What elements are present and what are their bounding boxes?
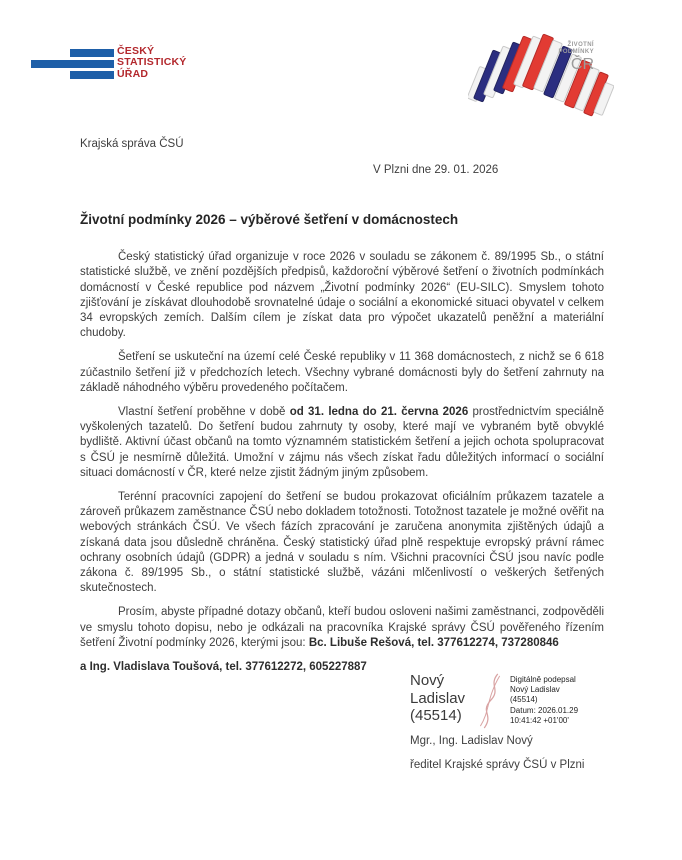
paragraph-3-text: Vlastní šetření proběhne v době bbox=[118, 405, 290, 418]
office-name: Krajská správa ČSÚ bbox=[80, 138, 184, 150]
csu-logo-line1: ČESKÝ bbox=[117, 45, 155, 57]
zp-caption-cr: ČR bbox=[570, 56, 594, 73]
stamp-detail-line3: (45514) bbox=[510, 695, 538, 705]
signer-role: ředitel Krajské správy ČSÚ v Plzni bbox=[410, 759, 585, 771]
paragraph-1 bbox=[80, 250, 604, 342]
paragraph-3-dates-bold: od 31. ledna do 21. června 2026 bbox=[289, 405, 469, 418]
paragraph-2-text: Šetření se uskuteční na území celé České republiky v 11 368 domácnostech, z nichž se 6 618 zúčastnilo šetření již v předchozích letech. Všechny vybrané domácnosti byly do šetření zahrnuty na základě náhodného výběru provedeného počítačem. bbox=[80, 351, 604, 394]
paragraph-4-text: Terénní pracovníci zapojení do šetření se budou prokazovat oficiálním průkazem tazatele a zároveň průkazem zaměstnance ČSÚ nebo dokladem totožnosti. Totožnost tazatele je možné ověřit na webových stránkách ČSÚ. Ve všech fázích zpracování je zaručena anonymita zjištěných údajů a získaná data jsou důsledně chráněna. Český statistický úřad plně respektuje evropský právní rámec ochrany osobních údajů (GDPR) a jedná v souladu s ním. Všichni pracovníci ČSÚ jsou navíc podle zákona č. 89/1995 Sb., o státní statistické službě, vázáni mlčenlivostí o veškerých šetřených skutečnostech. bbox=[80, 490, 604, 595]
letter-body bbox=[80, 250, 604, 683]
stamp-name-line1: Nový bbox=[410, 672, 445, 689]
csu-logo-line3: ÚŘAD bbox=[117, 67, 149, 80]
stamp-name-line3: (45514) bbox=[410, 707, 462, 724]
csu-logo-bar bbox=[70, 71, 114, 79]
stamp-detail-line5: 10:41:42 +01'00' bbox=[510, 715, 569, 725]
date-line: V Plzni dne 29. 01. 2026 bbox=[373, 164, 499, 176]
paragraph-4 bbox=[80, 490, 604, 597]
stamp-detail-line2: Nový Ladislav bbox=[510, 685, 560, 695]
stamp-detail-line4: Datum: 2026.01.29 bbox=[510, 705, 579, 715]
paragraph-5-text: Prosím, abyste případné dotazy občanů, kteří budou osloveni našimi zaměstnanci, zodpověděli ve smyslu tohoto dopisu, nebo je odkázali na pracovníka Krajské správy ČSÚ pověřeného řízením šetření Životní podmínky 2026, kterými jsou: bbox=[80, 606, 604, 649]
paragraph-3 bbox=[80, 405, 604, 481]
letter-title: Životní podmínky 2026 – výběrové šetření v domácnostech bbox=[80, 212, 459, 227]
signature-stamp-details bbox=[510, 672, 578, 726]
stamp-name-line2: Ladislav bbox=[410, 689, 466, 707]
stamp-detail-line1: Digitálně podepsal bbox=[510, 675, 576, 684]
signature-ribbon-icon bbox=[476, 672, 506, 730]
signer-name: Mgr., Ing. Ladislav Nový bbox=[410, 735, 533, 747]
zp-caption-line2: PODMÍNKY bbox=[558, 49, 594, 55]
csu-logo-line2: STATISTICKÝ bbox=[117, 56, 187, 69]
zivotni-podminky-logo-caption bbox=[548, 42, 594, 73]
digital-signature-stamp bbox=[410, 672, 578, 730]
paragraph-1-text: Český statistický úřad organizuje v roce 2026 v souladu se zákonem č. 89/1995 Sb., o státní statistické službě, ve znění pozdějších předpisů, každoroční výběrové šetření o životních podmínkách domácností v České republice pod názvem „Životní podmínky 2026“ (EU-SILC). Smyslem tohoto zjišťování je získávat dlouhodobě srovnatelné údaje o sociální a ekonomické situaci obyvatel v celkem 34 evropských zemích. Dalším cílem je získat data pro výpočet ukazatelů peněžní a materiální chudoby. bbox=[80, 251, 604, 340]
csu-logo-bar bbox=[31, 60, 114, 68]
csu-logo-bar bbox=[70, 49, 114, 57]
zp-caption-line1: ŽIVOTNÍ bbox=[567, 42, 594, 48]
signature-stamp-name bbox=[410, 672, 476, 725]
paragraph-5-contact-bold: Bc. Libuše Rešová, tel. 377612274, 737280846 bbox=[308, 636, 559, 649]
paragraph-2 bbox=[80, 350, 604, 396]
paragraph-5 bbox=[80, 605, 604, 651]
paragraph-6-contact-bold: a Ing. Vladislava Toušová, tel. 377612272, 605227887 bbox=[80, 660, 367, 673]
paragraph-3-text-cont: prostřednictvím speciálně vyškolených tazatelů. Do šetření budou zahrnuty ty osoby, které mají ve vybraném bytě obvyklé bydliště. Aktivní účast občanů na tomto významném statistickém šetření a jejich ochota spolupracovat s ČSÚ je nesmírně důležitá. Umožní v zájmu nás všech získat řadu důležitých informací o sociální situaci domácností v ČR, které nelze zjistit žádným jiným způsobem. bbox=[80, 405, 604, 479]
csu-logo-text bbox=[117, 46, 186, 80]
